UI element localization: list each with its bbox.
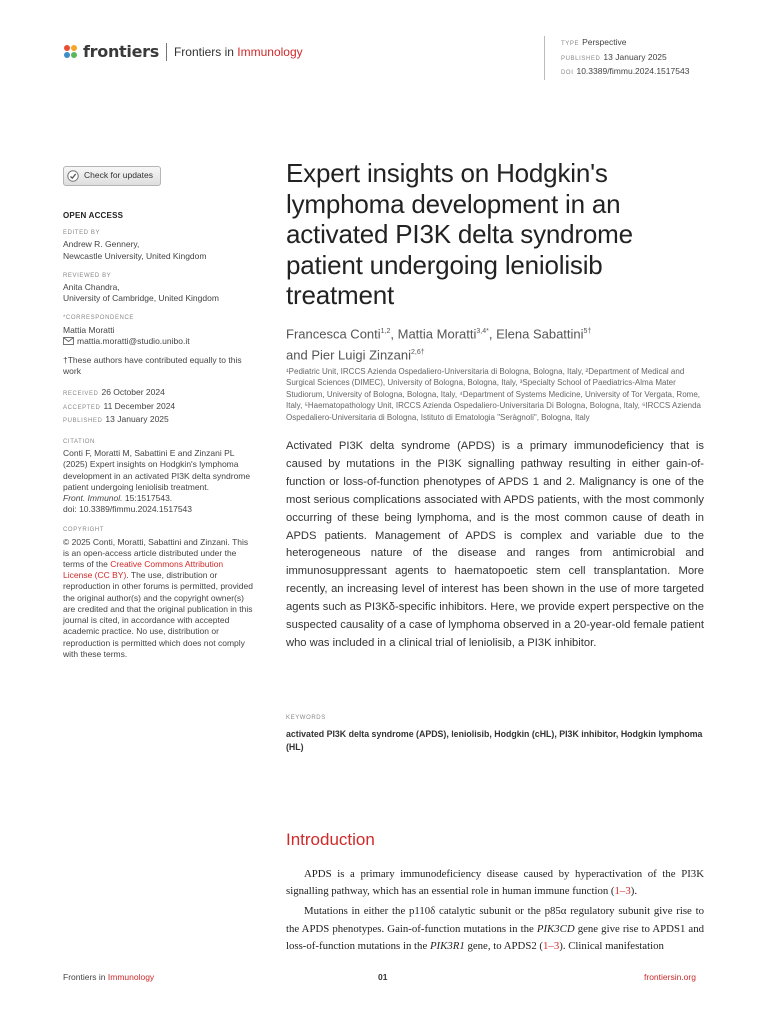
abstract: Activated PI3K delta syndrome (APDS) is a primary immunodeficiency that is caused by mutations in the PI3K signalling pathway resulting in either gain-of-function or loss-of-function phenotypes of APDS 1 and 2. Malignancy is one of the most serious complications associated with APDS patients, with the most commonly occurring of these being lymphoma, and is the most common cause of death in APDS patients. Management of APDS is complex and variable due to the heterogeneous nature of the disease and ranges from antimicrobial and immunosuppressant agents to haematopoetic stem cell transplantation. More recently, an increasing level of interest has been shown in the use of more targeted agents such as PI3Kδ-specific inhibitors. Here, we provide expert perspective on the suspected causality of a case of lymphoma observed in a 20-year-old female patient who was included in a clinical trial of leniolisib, a PI3K inhibitor.: [286, 440, 704, 649]
page-number: 01: [378, 972, 388, 982]
author-name: Elena Sabattini: [496, 326, 584, 342]
citation: Conti F, Moratti M, Sabattini E and Zinzani PL (2025) Expert insights on Hodgkin's lymphoma development in an activated PI3K delta syndrome patient undergoing leniolisib treatment. Front. Immunol. 15:1517543. doi: 10.3389/fimmu.2024.1517543: [63, 448, 251, 515]
author-name: Francesca Conti: [286, 326, 381, 342]
keywords: activated PI3K delta syndrome (APDS), leniolisib, Hodgkin (cHL), PI3K inhibitor, Hodgkin lymphoma (HL): [286, 729, 703, 752]
publisher-name: frontiers: [83, 42, 159, 61]
logo-divider: [166, 43, 167, 61]
correspondence-email[interactable]: mattia.moratti@studio.unibo.it: [77, 335, 190, 346]
email-icon: [63, 337, 74, 345]
frontiers-logo-icon: [63, 44, 79, 60]
reviewer-name: Anita Chandra,: [63, 282, 120, 293]
open-access-label: OPEN ACCESS: [63, 211, 124, 220]
paragraph: APDS is a primary immunodeficiency disease caused by hyperactivation of the PI3K signalling pathway, which has an essential role in human immune function (1–3).: [286, 868, 704, 898]
license-link[interactable]: Creative Commons Attribution License (CC BY): [63, 559, 224, 581]
correspondence-name: Mattia Moratti: [63, 324, 115, 335]
article-title: Expert insights on Hodgkin's lymphoma development in an activated PI3K delta syndrome patient undergoing leniolisib treatment: [286, 158, 633, 310]
publisher-logo[interactable]: [63, 42, 303, 61]
article-dates: RECEIVED 26 October 2024 ACCEPTED 11 December 2024 PUBLISHED 13 January 2025: [63, 387, 176, 424]
keywords-label: KEYWORDS: [286, 715, 326, 721]
affiliations: ¹Pediatric Unit, IRCCS Azienda Ospedaliero-Universitaria di Bologna, Bologna, Italy, ²Department of Medical and Surgical Sciences (DIMEC), University of Bologna, Bologna, Italy, ³Specialty School of Paediatrics-Alma Mater Studiorum, University of Bologna, Bologna, Italy, ⁴Department of Systems Medicine, University of Tor Vergata, Rome, Italy, ⁵Haematopathology Unit, IRCCS Azienda Ospedaliero-Universitaria Di Bologna, Bologna, Italy, ⁶IRCCS Azienda Ospedaliero-Universitaria di Bologna, Istituto di Ematologia "Seràgnoli", Bologna, Italy: [286, 367, 701, 422]
footer-site-link[interactable]: frontiersin.org: [644, 972, 696, 982]
article-sidebar: Check for updates OPEN ACCESS EDITED BY Andrew R. Gennery, Newcastle University, United Kingdom REVIEWED BY Anita Chandra, University of Cambridge, United Kingdom *CORRESPONDENCE Mattia Moratti mattia.moratti@studio.unibo.it †These authors have contributed equally to this work RECEIVED 26 October 2024 ACCEPTED 11 December 2024 PUBLISHED 13 January 2025 CITATION Conti F, Moratti M, Sabattini E and Zinzani PL (2025) Expert insights on Hodgkin's lymphoma development in an activated PI3K delta syndrome patient undergoing leniolisib treatment. Front. Immunol. 15:1517543. doi: 10.3389/fimmu.2024.1517543 COPYRIGHT © 2025 Conti, Moratti, Sabattini and Zinzani. This is an open-access article distributed under the terms of the Creative Commons Attribution License (CC BY). The use, distribution or reproduction in other forums is permitted, provided the original author(s) and the copyright owner(s) are credited and that the original publication in this journal is cited, in accordance with accepted academic practice. No use, distribution or reproduction is permitted which does not comply with these terms.: [63, 166, 253, 660]
body-text: [286, 866, 704, 955]
reference-link[interactable]: 1–3: [614, 885, 631, 898]
reference-link[interactable]: 1–3: [543, 939, 560, 952]
article-type: Perspective: [582, 37, 627, 47]
paragraph: Mutations in either the p110δ catalytic subunit or the p85α regulatory subunit give rise to the APDS phenotypes. Gain-of-function mutations in the PIK3CD gene give rise to APDS1 and loss-of-function mutations in the PIK3R1 gene, to APDS2 (1–3). Clinical manifestation: [286, 905, 704, 952]
doi-link[interactable]: 10.3389/fimmu.2024.1517543: [576, 66, 690, 76]
section-heading-introduction: Introduction: [286, 830, 375, 849]
journal-name: Frontiers in Immunology: [173, 44, 303, 59]
footer-journal: Frontiers in Immunology: [63, 972, 155, 982]
author-name: Mattia Moratti: [397, 326, 477, 342]
author-name: Pier Luigi Zinzani: [311, 347, 412, 363]
copyright-notice: © 2025 Conti, Moratti, Sabattini and Zinzani. This is an open-access article distributed under the terms of the Creative Commons Attribution License (CC BY). The use, distribution or reproduction in other forums is permitted, provided the original author(s) and the copyright owner(s) are credited and that the original publication in this journal is cited, in accordance with accepted academic practice. No use, distribution or reproduction is permitted which does not comply with these terms.: [63, 536, 253, 659]
author-list: Francesca Conti$^{1,2}$, Mattia Moratti$^{3,4*}$, Elena Sabattini$^{5\dagger}$ and Pier Luigi Zinzani$^{2,6\dagger}$: [286, 326, 592, 363]
equal-contribution-note: †These authors have contributed equally to this work: [63, 355, 242, 377]
editor-name: Andrew R. Gennery,: [63, 239, 140, 250]
article-meta: TYPE Perspective PUBLISHED 13 January 2025 DOI 10.3389/fimmu.2024.1517543: [544, 36, 689, 80]
check-updates-icon: [67, 170, 79, 182]
check-updates-button[interactable]: Check for updates: [63, 166, 161, 186]
published-date: 13 January 2025: [603, 51, 667, 62]
